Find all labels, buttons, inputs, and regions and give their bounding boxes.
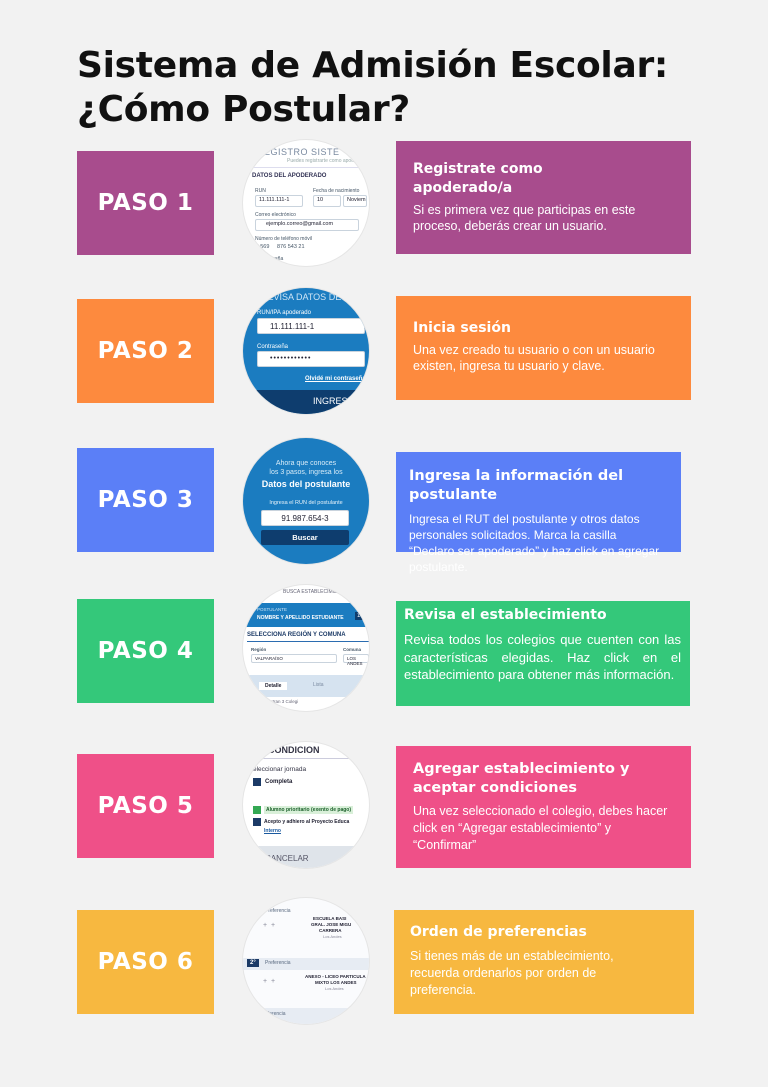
thumb-school-1-city: Los Andes [323, 934, 342, 939]
thumb-birth-label: Fecha de nacimiento [313, 188, 360, 194]
thumb-comuna-field: LOS ANDES [343, 654, 369, 663]
step-4-card [396, 601, 690, 706]
thumb-run-label: RUN [255, 188, 266, 194]
title-line-1: Sistema de Admisión Escolar: [77, 45, 668, 86]
thumb-subheading: Puedes registrarte como apode [287, 158, 357, 164]
thumb-heading: Datos del postulante [261, 479, 351, 489]
thumb-pref-2: Preferencia [265, 960, 291, 966]
thumb-email-field: ejemplo.correo@gmail.com [255, 219, 359, 231]
step-6-body: Si tienes más de un establecimiento, recuerda ordenarlos por orden de preferencia. [410, 949, 614, 997]
thumb-region-field: VALPARAÍSO [251, 654, 337, 663]
thumb-run-field: 11.111.111-1 [257, 318, 365, 334]
step-4-body: Revisa todos los colegios que cuenten con las características elegidas. Haz click en el establecimiento para obtener más información. [404, 632, 681, 682]
thumb-birth-month: Noviem [343, 195, 367, 207]
step-5-title: Agregar establecimiento y aceptar condiciones [413, 761, 630, 796]
thumb-name: NOMBRE Y APELLIDO ESTUDIANTE [257, 615, 344, 621]
thumb-school-1-line-3: CARRERA [319, 928, 342, 933]
thumb-phone-label: Número de teléfono móvil [255, 236, 312, 242]
step-4-label: PASO 4 [77, 599, 214, 703]
step-2-title: Inicia sesión [413, 320, 511, 336]
thumb-search: BUSCA ESTABLECIMIENTOS [283, 589, 352, 595]
step-5-card [396, 746, 691, 868]
thumb-school-1-line-1: ESCUELA BASI [313, 916, 347, 921]
step-6-screenshot: Preferencia + + ESCUELA BASI GRAL. JOSE MIGU CARRERA Los Andes 2° Preferencia + + ANEXO - LICEO PARTICULA MIXTO LOS ANDES Los Andes eferencia [243, 898, 369, 1024]
thumb-birth-day: 10 [313, 195, 341, 207]
step-5-screenshot [243, 742, 369, 868]
thumb-jornada-label: eleccionar jornada [253, 766, 307, 773]
thumb-heading: REGISTRO SISTE [257, 147, 340, 157]
step-1-label: PASO 1 [77, 151, 214, 255]
thumb-button: CANCELAR [265, 854, 309, 863]
step-3-card [396, 452, 681, 574]
thumb-section: DATOS DEL APODERADO [252, 173, 327, 179]
thumb-region-label: Región [251, 647, 267, 652]
thumb-tab-list: Lista [313, 682, 324, 688]
step-4-title: Revisa el establecimiento [404, 607, 607, 623]
thumb-heading: REVISA DATOS DE [261, 292, 342, 302]
title-line-2: ¿Cómo Postular? [77, 89, 410, 130]
step-1-card [396, 141, 691, 254]
thumb-pref-3: eferencia [265, 1011, 286, 1017]
thumb-pref-1: Preferencia [265, 908, 291, 914]
step-3-body: Ingresa el RUT del postulante y otros datos personales solicitados. Marca la casilla “Declaro ser apoderado” y haz click en agregar postulante. [409, 512, 660, 574]
step-2-label: PASO 2 [77, 299, 214, 403]
thumb-footer: Se muestran 3 Colegi [255, 699, 299, 704]
step-4-screenshot [243, 585, 369, 711]
step-6-title: Orden de preferencias [410, 924, 587, 940]
thumb-line-2: los 3 pasos, ingresa los [269, 469, 343, 476]
thumb-button: Buscar [292, 533, 318, 542]
thumb-badge: 1° [357, 613, 363, 619]
thumb-button: INGRESA [313, 396, 354, 406]
thumb-tab-detail: Detalle [259, 682, 287, 690]
step-3-title: Ingresa la información del postulante [409, 468, 624, 503]
step-3-screenshot [243, 438, 369, 564]
step-1-body: Si es primera vez que participas en este proceso, deberás crear un usuario. [413, 203, 636, 233]
step-1-screenshot [243, 140, 369, 266]
thumb-phone-value: 876 543 21 [277, 244, 305, 250]
thumb-run-label: Ingresa el RUN del postulante [269, 500, 343, 506]
step-5-label: PASO 5 [77, 754, 214, 858]
page-title [77, 44, 717, 132]
thumb-school-2-line-2: MIXTO LOS ANDES [315, 980, 357, 985]
thumb-postulante: POSTULANTE [257, 607, 288, 612]
thumb-line-1: Ahora que conoces [275, 460, 337, 467]
thumb-email-label: Correo electrónico [255, 212, 296, 218]
thumb-run-field: 91.987.654-3 [261, 510, 349, 526]
thumb-section: SELECCIONA REGIÓN Y COMUNA [247, 632, 346, 638]
step-2-body: Una vez creado tu usuario o con un usuario existen, ingresa tu usuario y clave. [413, 343, 655, 373]
step-2-card [396, 296, 691, 400]
thumb-heading: R CONDICION [259, 745, 320, 755]
thumb-run-label: RUN/IPA apoderado [257, 310, 311, 316]
thumb-school-2-line-1: ANEXO - LICEO PARTICULA [305, 974, 366, 979]
thumb-option-3b: Interno [264, 828, 281, 834]
thumb-footer: ontraseña [261, 256, 284, 262]
thumb-option-2: Alumno prioritario (exento de pago) [266, 807, 352, 813]
thumb-rank: 2° [247, 959, 259, 967]
thumb-option-1: Completa [265, 779, 293, 785]
thumb-comuna-label: Comuna [343, 647, 361, 652]
thumb-forgot-link: Olvidé mi contraseña [305, 376, 366, 382]
thumb-pass-label: Contraseña [257, 344, 289, 350]
step-5-body: Una vez seleccionado el colegio, debes hacer click en “Agregar establecimiento” y “Confirmar” [413, 804, 668, 852]
thumb-phone-prefix: +569 [257, 244, 270, 250]
step-6-label: PASO 6 [77, 910, 214, 1014]
step-1-title: Registrate como apoderado/a [413, 161, 543, 196]
thumb-run-field: 11.111.111-1 [255, 195, 303, 207]
thumb-school-1-line-2: GRAL. JOSE MIGU [311, 922, 352, 927]
thumb-pass-field: •••••••••••• [257, 351, 365, 367]
step-2-screenshot [243, 288, 369, 414]
thumb-option-3: Acepto y adhiero al Proyecto Educa [264, 819, 350, 825]
step-6-card [394, 910, 694, 1014]
thumb-school-2-city: Los Andes [325, 986, 344, 991]
step-3-label: PASO 3 [77, 448, 214, 552]
